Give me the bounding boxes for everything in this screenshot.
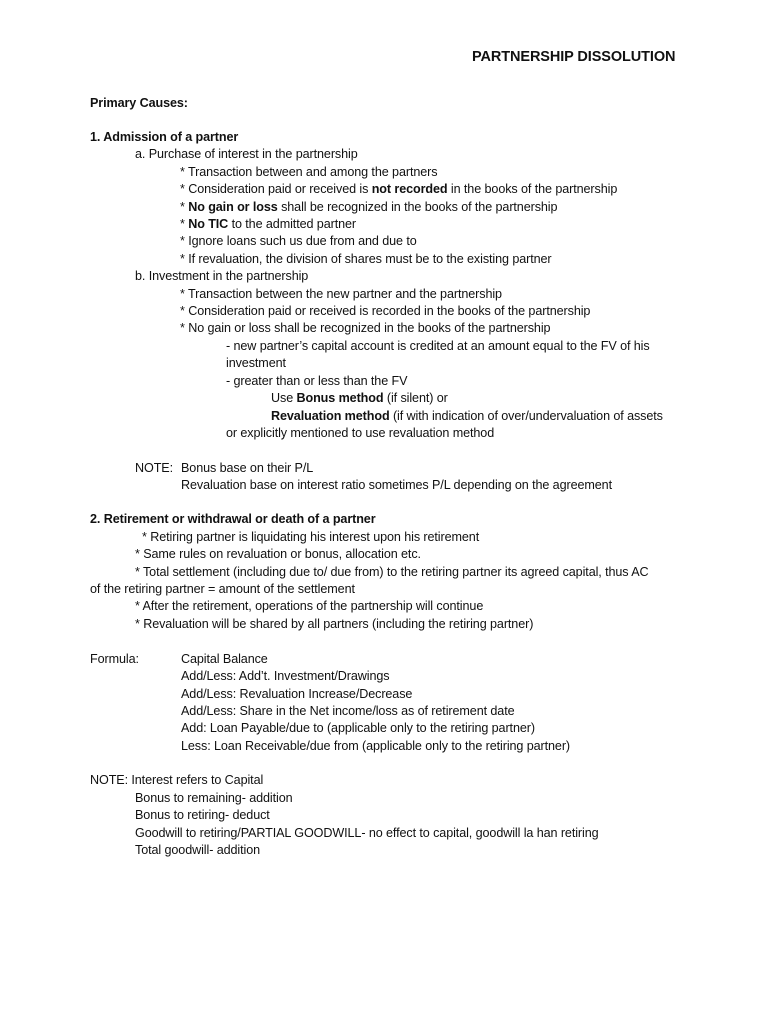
bullet-line: * Ignore loans such us due from and due to [180, 234, 417, 248]
dash-line: - greater than or less than the FV [226, 374, 408, 388]
formula-line: Add/Less: Share in the Net income/loss as of retirement date [181, 704, 515, 718]
bullet-line: * Consideration paid or received is not recorded in the books of the partnership [180, 182, 618, 196]
formula-label: Formula: [90, 652, 139, 666]
interest-note-heading: NOTE: Interest refers to Capital [90, 773, 264, 787]
bullet-line: * Consideration paid or received is recorded in the books of the partnership [180, 304, 591, 318]
primary-causes-heading: Primary Causes: [90, 96, 188, 110]
bullet-line: * After the retirement, operations of the partnership will continue [135, 599, 484, 613]
method-line-continued: or explicitly mentioned to use revaluation method [226, 426, 495, 440]
section-1-heading: 1. Admission of a partner [90, 130, 239, 144]
formula-line: Capital Balance [181, 652, 268, 666]
method-line: Use Bonus method (if silent) or [271, 391, 448, 405]
bullet-line: * If revaluation, the division of shares must be to the existing partner [180, 252, 552, 266]
bullet-line: * Total settlement (including due to/ due from) to the retiring partner its agreed capital, thus AC [135, 565, 649, 579]
bullet-line-continued: of the retiring partner = amount of the settlement [90, 582, 355, 596]
bullet-line: * No TIC to the admitted partner [180, 217, 356, 231]
bullet-line: * No gain or loss shall be recognized in the books of the partnership [180, 321, 551, 335]
subsection-b-heading: b. Investment in the partnership [135, 269, 309, 283]
formula-line: Add: Loan Payable/due to (applicable only to the retiring partner) [181, 721, 535, 735]
interest-note-line: Goodwill to retiring/PARTIAL GOODWILL- no effect to capital, goodwill la han retiring [135, 826, 599, 840]
note-label: NOTE: [135, 461, 173, 475]
bullet-line: * Same rules on revaluation or bonus, allocation etc. [135, 547, 421, 561]
page-title: PARTNERSHIP DISSOLUTION [472, 49, 676, 65]
bullet-line: * No gain or loss shall be recognized in the books of the partnership [180, 200, 558, 214]
dash-line-continued: investment [226, 356, 286, 370]
bullet-line: * Revaluation will be shared by all partners (including the retiring partner) [135, 617, 534, 631]
section-2-heading: 2. Retirement or withdrawal or death of a partner [90, 512, 376, 526]
interest-note-line: Bonus to remaining- addition [135, 791, 293, 805]
note-line: Revaluation base on interest ratio sometimes P/L depending on the agreement [181, 478, 612, 492]
dash-line: - new partner’s capital account is credited at an amount equal to the FV of his [226, 339, 650, 353]
interest-note-line: Bonus to retiring- deduct [135, 808, 270, 822]
bullet-line: * Transaction between and among the partners [180, 165, 438, 179]
formula-line: Add/Less: Revaluation Increase/Decrease [181, 687, 413, 701]
note-line: Bonus base on their P/L [181, 461, 314, 475]
bullet-line: * Retiring partner is liquidating his interest upon his retirement [142, 530, 480, 544]
bullet-line: * Transaction between the new partner and the partnership [180, 287, 502, 301]
subsection-a-heading: a. Purchase of interest in the partnership [135, 147, 358, 161]
formula-line: Add/Less: Add’t. Investment/Drawings [181, 669, 390, 683]
method-line: Revaluation method (if with indication of over/undervaluation of assets [271, 409, 663, 423]
interest-note-line: Total goodwill- addition [135, 843, 261, 857]
formula-line: Less: Loan Receivable/due from (applicable only to the retiring partner) [181, 739, 571, 753]
